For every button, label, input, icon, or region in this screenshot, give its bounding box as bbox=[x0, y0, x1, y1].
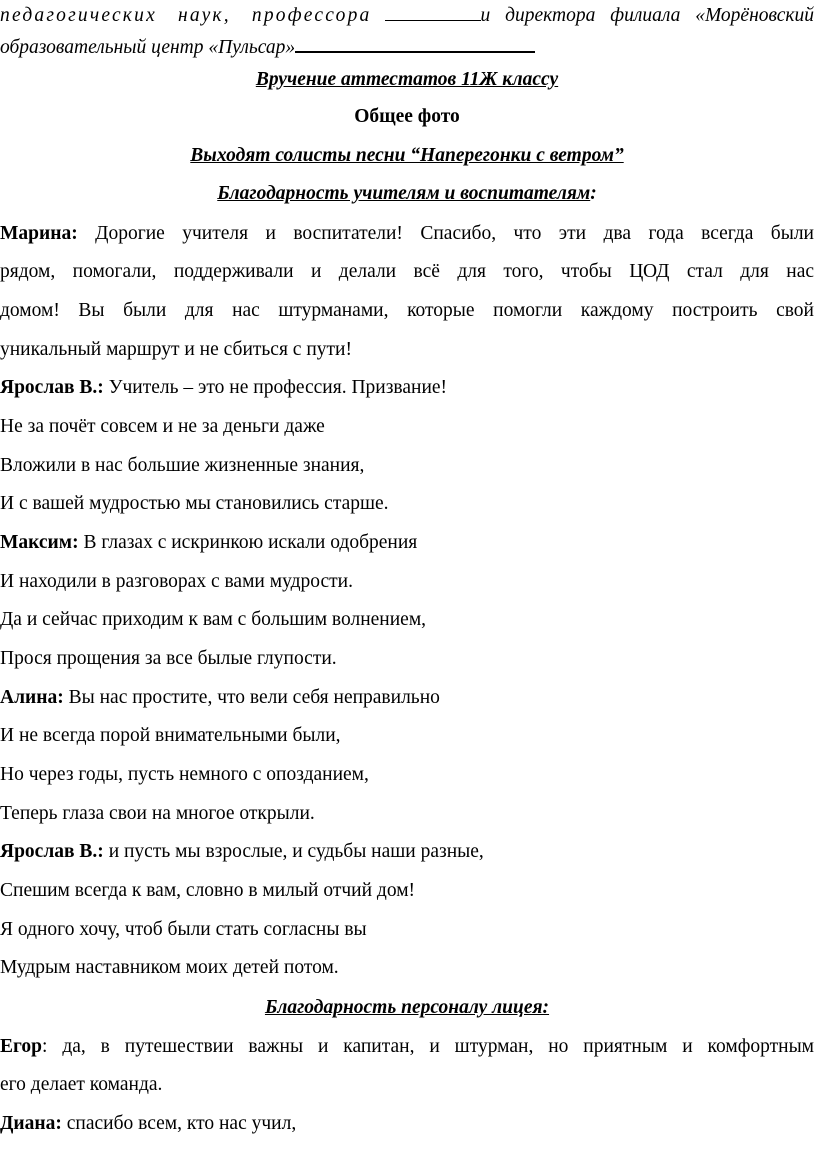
speech-line: И с вашей мудростью мы становились старше. bbox=[0, 493, 389, 514]
speech-text: В глазах с искринкою искали одобрения bbox=[83, 532, 418, 553]
header-right-text: и директора филиала «Морёновский bbox=[480, 5, 814, 26]
header-line-1 bbox=[0, 2, 814, 29]
speech-line bbox=[0, 1034, 814, 1060]
speaker-name: Ярослав В.: bbox=[0, 841, 104, 862]
speech-line: И находили в разговорах с вами мудрости. bbox=[0, 571, 353, 592]
speech-text: да, в путешествии важны и капитан, и штурман, но приятным и комфортным bbox=[62, 1036, 815, 1057]
header-left-text: педагогических наук, профессора bbox=[0, 5, 372, 26]
section-certificates: Вручение аттестатов 11Ж классу bbox=[255, 69, 559, 90]
speech-line: Но через годы, пусть немного с опозданием, bbox=[0, 764, 369, 785]
speech-line: уникальный маршрут и не сбиться с пути! bbox=[0, 339, 352, 360]
speech-line: его делает команда. bbox=[0, 1074, 163, 1095]
speech-line bbox=[0, 221, 814, 247]
section-thanks-staff: Благодарность персоналу лицея: bbox=[264, 997, 550, 1018]
speech-text: Дорогие учителя и воспитатели! Спасибо, что эти два года всегда были bbox=[95, 223, 814, 244]
speech-line: Теперь глаза свои на многое открыли. bbox=[0, 803, 315, 824]
speech-line bbox=[0, 530, 814, 556]
section-thanks-teachers bbox=[0, 181, 814, 207]
section-soloists: Выходят солисты песни “Наперегонки с ветром” bbox=[190, 145, 624, 166]
speech-line: Не за почёт совсем и не за деньги даже bbox=[0, 416, 325, 437]
speech-line: рядом, помогали, поддерживали и делали всё для того, чтобы ЦОД стал для нас bbox=[0, 261, 814, 282]
speaker-name: Диана: bbox=[0, 1113, 62, 1134]
speech-line: домом! Вы были для нас штурманами, которые помогли каждому построить свой bbox=[0, 300, 814, 321]
speech-line: Спешим всегда к вам, словно в милый отчий дом! bbox=[0, 880, 416, 901]
header-org-text: образовательный центр «Пульсар» bbox=[0, 37, 296, 58]
header-blank-line-2 bbox=[295, 33, 535, 53]
speaker-name: Марина: bbox=[0, 223, 78, 244]
speaker-name: Егор bbox=[0, 1036, 42, 1057]
header-line-2 bbox=[0, 33, 814, 61]
speech-text: спасибо всем, кто нас учил, bbox=[66, 1113, 297, 1134]
speech-text: Учитель – это не профессия. Призвание! bbox=[108, 377, 448, 398]
speaker-name: Максим: bbox=[0, 532, 79, 553]
speech-line bbox=[0, 375, 814, 401]
speech-line bbox=[0, 839, 814, 865]
speech-line bbox=[0, 1111, 814, 1137]
speech-line: Прося прощения за все былые глупости. bbox=[0, 648, 337, 669]
speech-line: Да и сейчас приходим к вам с большим волнением, bbox=[0, 609, 427, 630]
speaker-name: Алина: bbox=[0, 687, 64, 708]
speech-line bbox=[0, 685, 814, 711]
speech-text: Вы нас простите, что вели себя неправильно bbox=[68, 687, 440, 708]
section-thanks-teachers-colon: : bbox=[590, 183, 597, 204]
speech-text: и пусть мы взрослые, и судьбы наши разные, bbox=[108, 841, 484, 862]
speech-line: Мудрым наставником моих детей потом. bbox=[0, 957, 339, 978]
header-blank-line-1 bbox=[385, 2, 480, 21]
section-group-photo: Общее фото bbox=[354, 106, 460, 127]
section-thanks-teachers-text: Благодарность учителям и воспитателям bbox=[217, 183, 591, 204]
speech-line: Я одного хочу, чтоб были стать согласны вы bbox=[0, 919, 367, 940]
speech-line: Вложили в нас большие жизненные знания, bbox=[0, 455, 365, 476]
speech-line: И не всегда порой внимательными были, bbox=[0, 725, 341, 746]
speaker-suffix: : bbox=[41, 1036, 48, 1057]
speaker-name: Ярослав В.: bbox=[0, 377, 104, 398]
